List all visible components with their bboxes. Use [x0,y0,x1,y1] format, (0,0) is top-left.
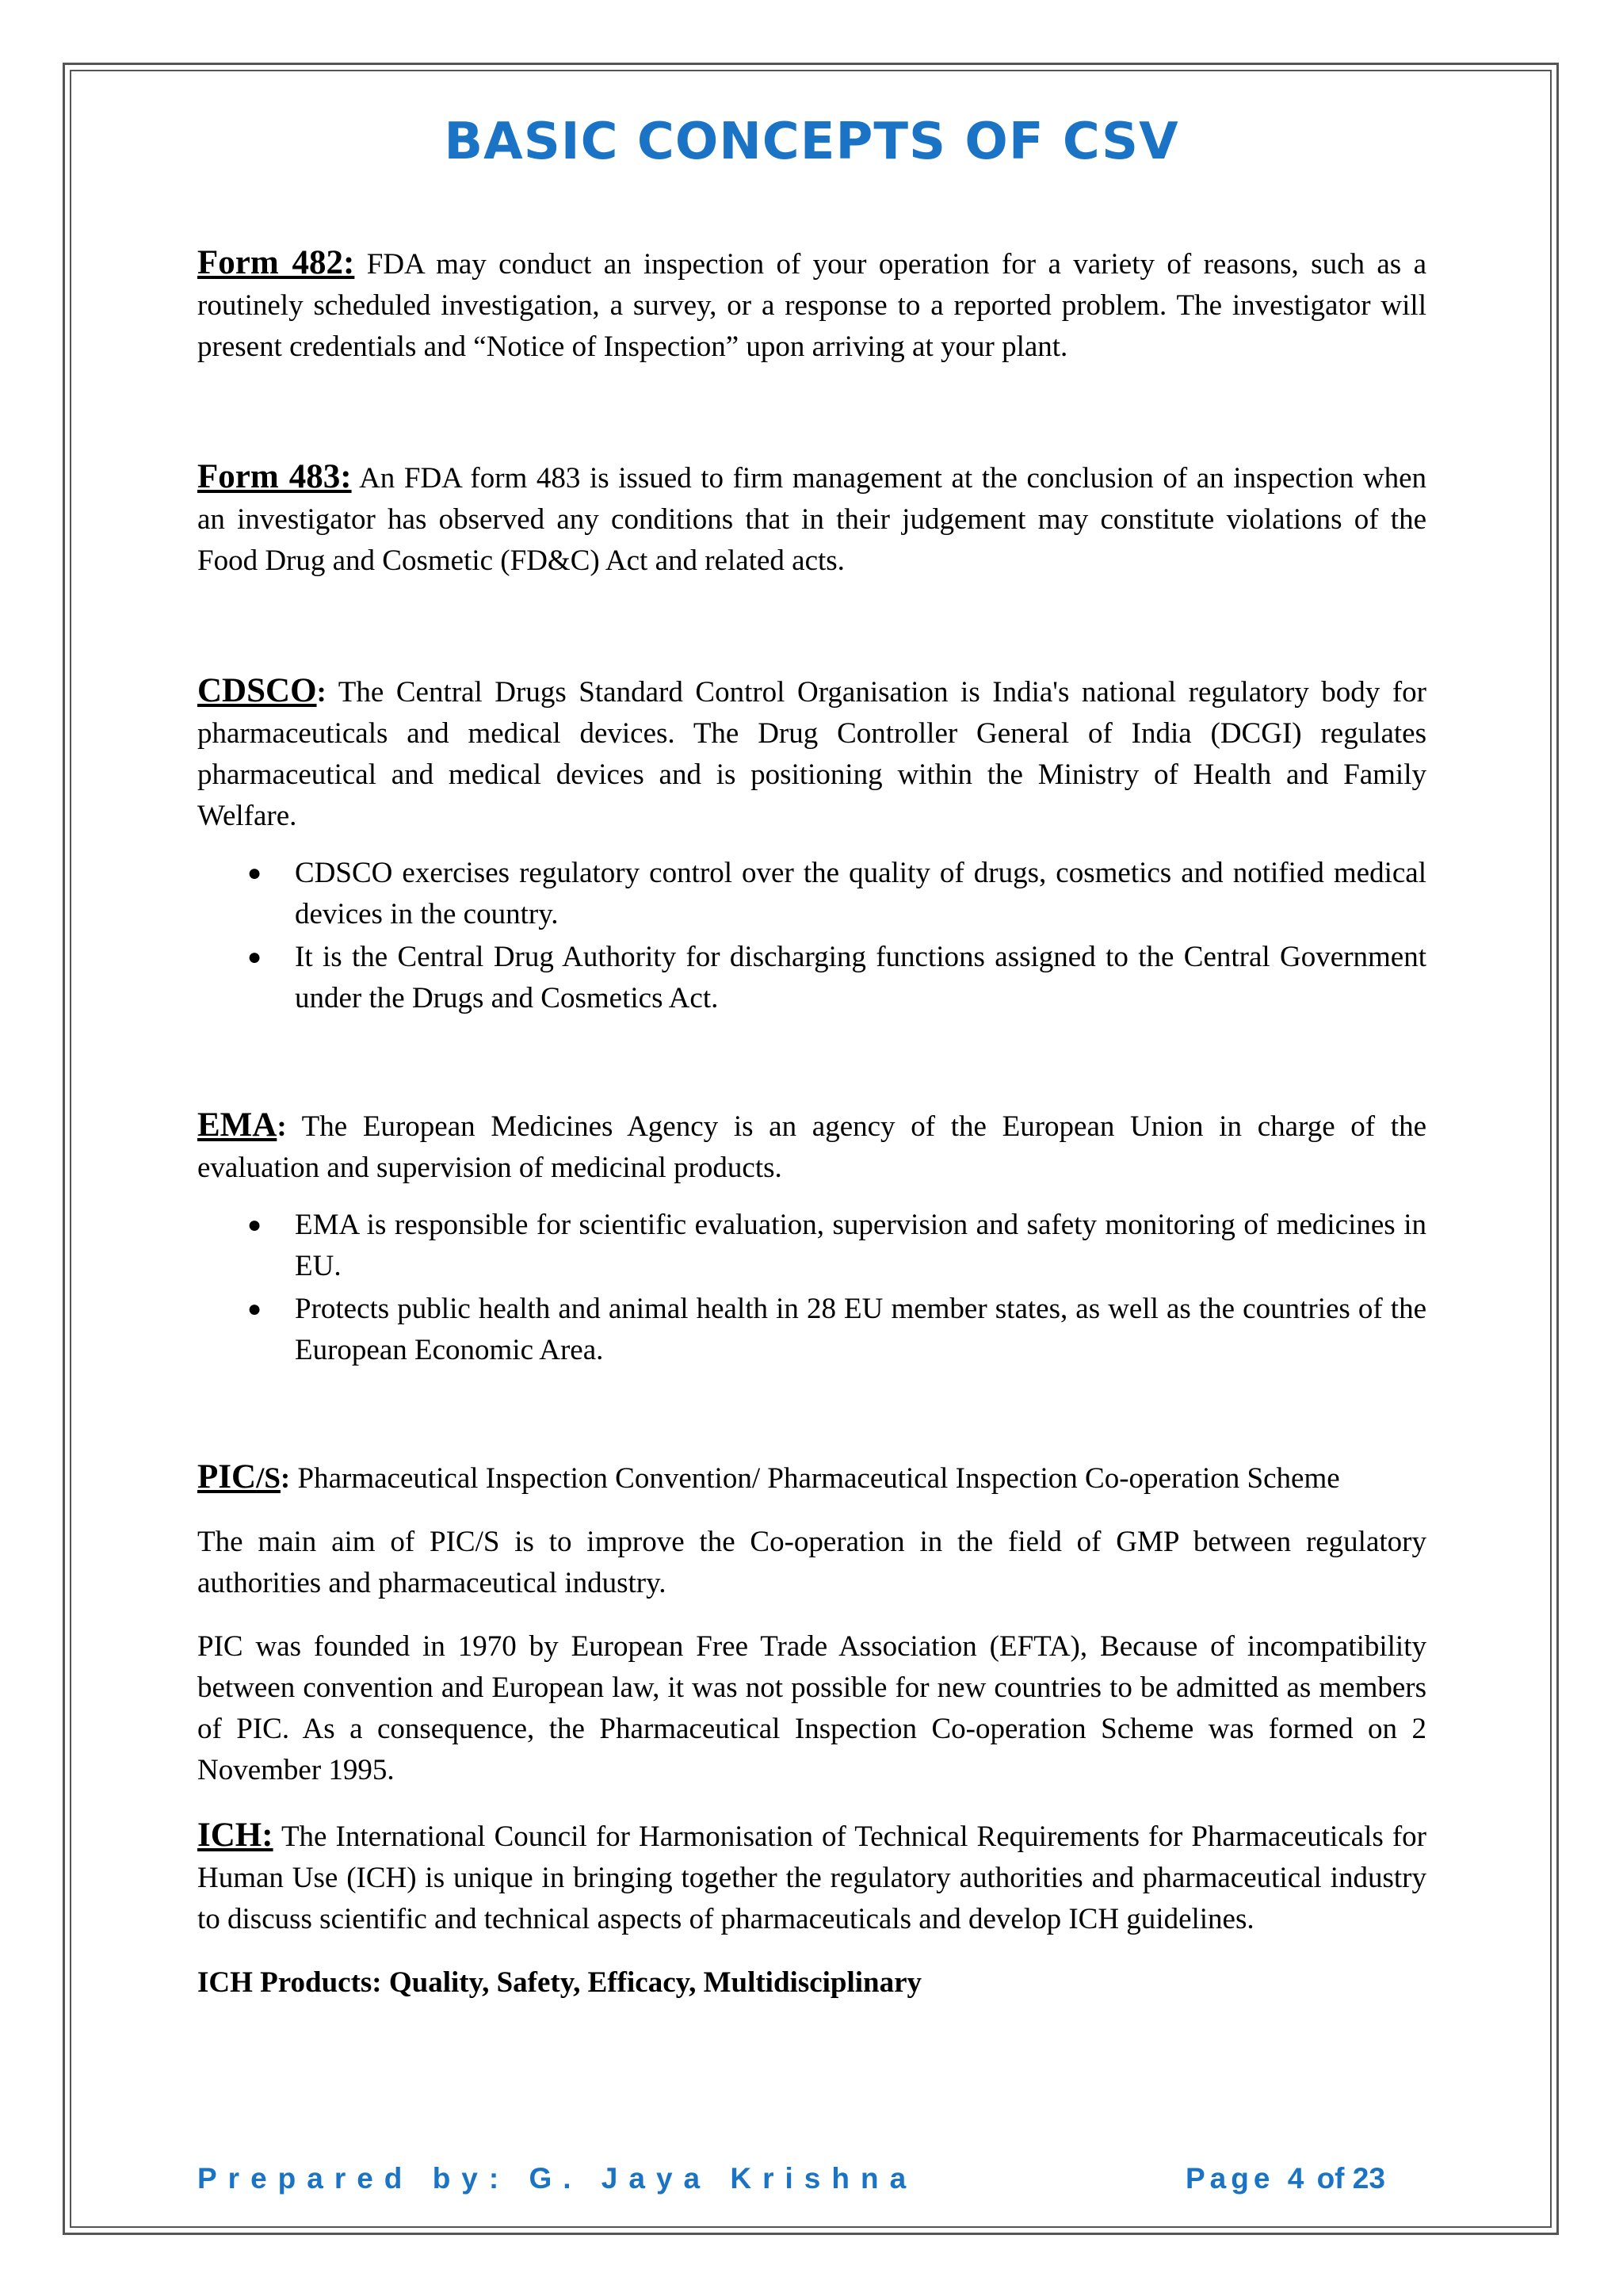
ich-text: The International Council for Harmonisation of Technical Requirements for Pharmaceuticals for Human Use (ICH) is unique in bringing together the regulatory authorities and pharmaceutical industry to discuss scientific and technical aspects of pharmaceuticals and develop ICH guidelines. [197,1820,1426,1935]
page-label: Page [1186,2162,1275,2195]
cdsco-bullet-list [197,853,1426,1019]
cdsco-bullet-text: CDSCO exercises regulatory control over the quality of drugs, cosmetics and notified medical devices in the country. [295,857,1426,930]
ich-term: ICH: [197,1817,273,1854]
footer-page-number [1186,2162,1385,2195]
form483-paragraph [197,457,1426,582]
cdsco-bullet-text: It is the Central Drug Authority for discharging functions assigned to the Central Government under the Drugs and Cosmetics Act. [295,941,1426,1014]
cdsco-text: The Central Drugs Standard Control Organisation is India's national regulatory body for pharmaceuticals and medical devices. The Drug Controller General of India (DCGI) regulates pharmaceutical and medical devices and is positioning within the Ministry of Health and Family Welfare. [197,676,1426,832]
page-number: 4 [1287,2162,1304,2195]
ema-bullet-text: EMA is responsible for scientific evaluation, supervision and safety monitoring of medicines in EU. [295,1209,1426,1282]
ema-bullet-list [197,1205,1426,1371]
form482-text: FDA may conduct an inspection of your operation for a variety of reasons, such as a routinely scheduled investigation, a survey, or a response to a reported problem. The investigator will present credentials and “Notice of Inspection” upon arriving at your plant. [197,248,1426,363]
footer-prepared-by: Prepared by: G. Jaya Krishna [197,2162,918,2195]
pics-term [197,1458,281,1496]
form482-term: Form 482: [197,244,355,281]
ema-term: EMA [197,1106,277,1144]
ema-colon: : [277,1110,287,1143]
ema-bullet-text: Protects public health and animal health in 28 EU member states, as well as the countries of the European Economic Area. [295,1293,1426,1366]
pics-text: Pharmaceutical Inspection Convention/ Pharmaceutical Inspection Co-operation Scheme [290,1462,1340,1495]
list-item [197,937,1426,1019]
page-content [197,243,1426,2004]
pics-term-main: PIC [197,1458,257,1496]
ich-products: ICH Products: Quality, Safety, Efficacy, Multidisciplinary [197,1966,922,1999]
list-item [197,1289,1426,1371]
pics-aim-paragraph: The main aim of PIC/S is to improve the Co-operation in the field of GMP between regulatory authorities and pharmaceutical industry. [197,1526,1426,1599]
pics-history-paragraph: PIC was founded in 1970 by European Free Trade Association (EFTA), Because of incompatibility between convention and European law, it was not possible for new countries to be admitted as members of PIC. As a consequence, the Pharmaceutical Inspection Co-operation Scheme was formed on 2 November 1995. [197,1630,1426,1786]
page-title: BASIC CONCEPTS OF CSV [444,113,1179,171]
form483-term: Form 483: [197,458,352,495]
cdsco-colon: : [316,676,327,709]
cdsco-term: CDSCO [197,672,317,709]
bullet-icon: ● [247,1212,262,1238]
page-total: of 23 [1316,2162,1385,2195]
bullet-icon: ● [247,860,262,886]
ema-text: The European Medicines Agency is an agency of the European Union in charge of the evaluation and supervision of medicinal products. [197,1110,1426,1184]
bullet-icon: ● [247,1296,262,1322]
pics-colon: : [280,1462,291,1495]
list-item [197,853,1426,935]
pics-term-suffix: /S [256,1462,281,1495]
ema-paragraph [197,1105,1426,1189]
form483-text: An FDA form 483 is issued to firm management at the conclusion of an inspection when an investigator has observed any conditions that in their judgement may constitute violations of the Food Drug and Cosmetic (FD&C) Act and related acts. [197,462,1426,577]
form482-paragraph [197,243,1426,368]
bullet-icon: ● [247,944,262,970]
pics-paragraph [197,1457,1426,1499]
ich-paragraph [197,1815,1426,1940]
cdsco-paragraph [197,670,1426,837]
list-item [197,1205,1426,1287]
